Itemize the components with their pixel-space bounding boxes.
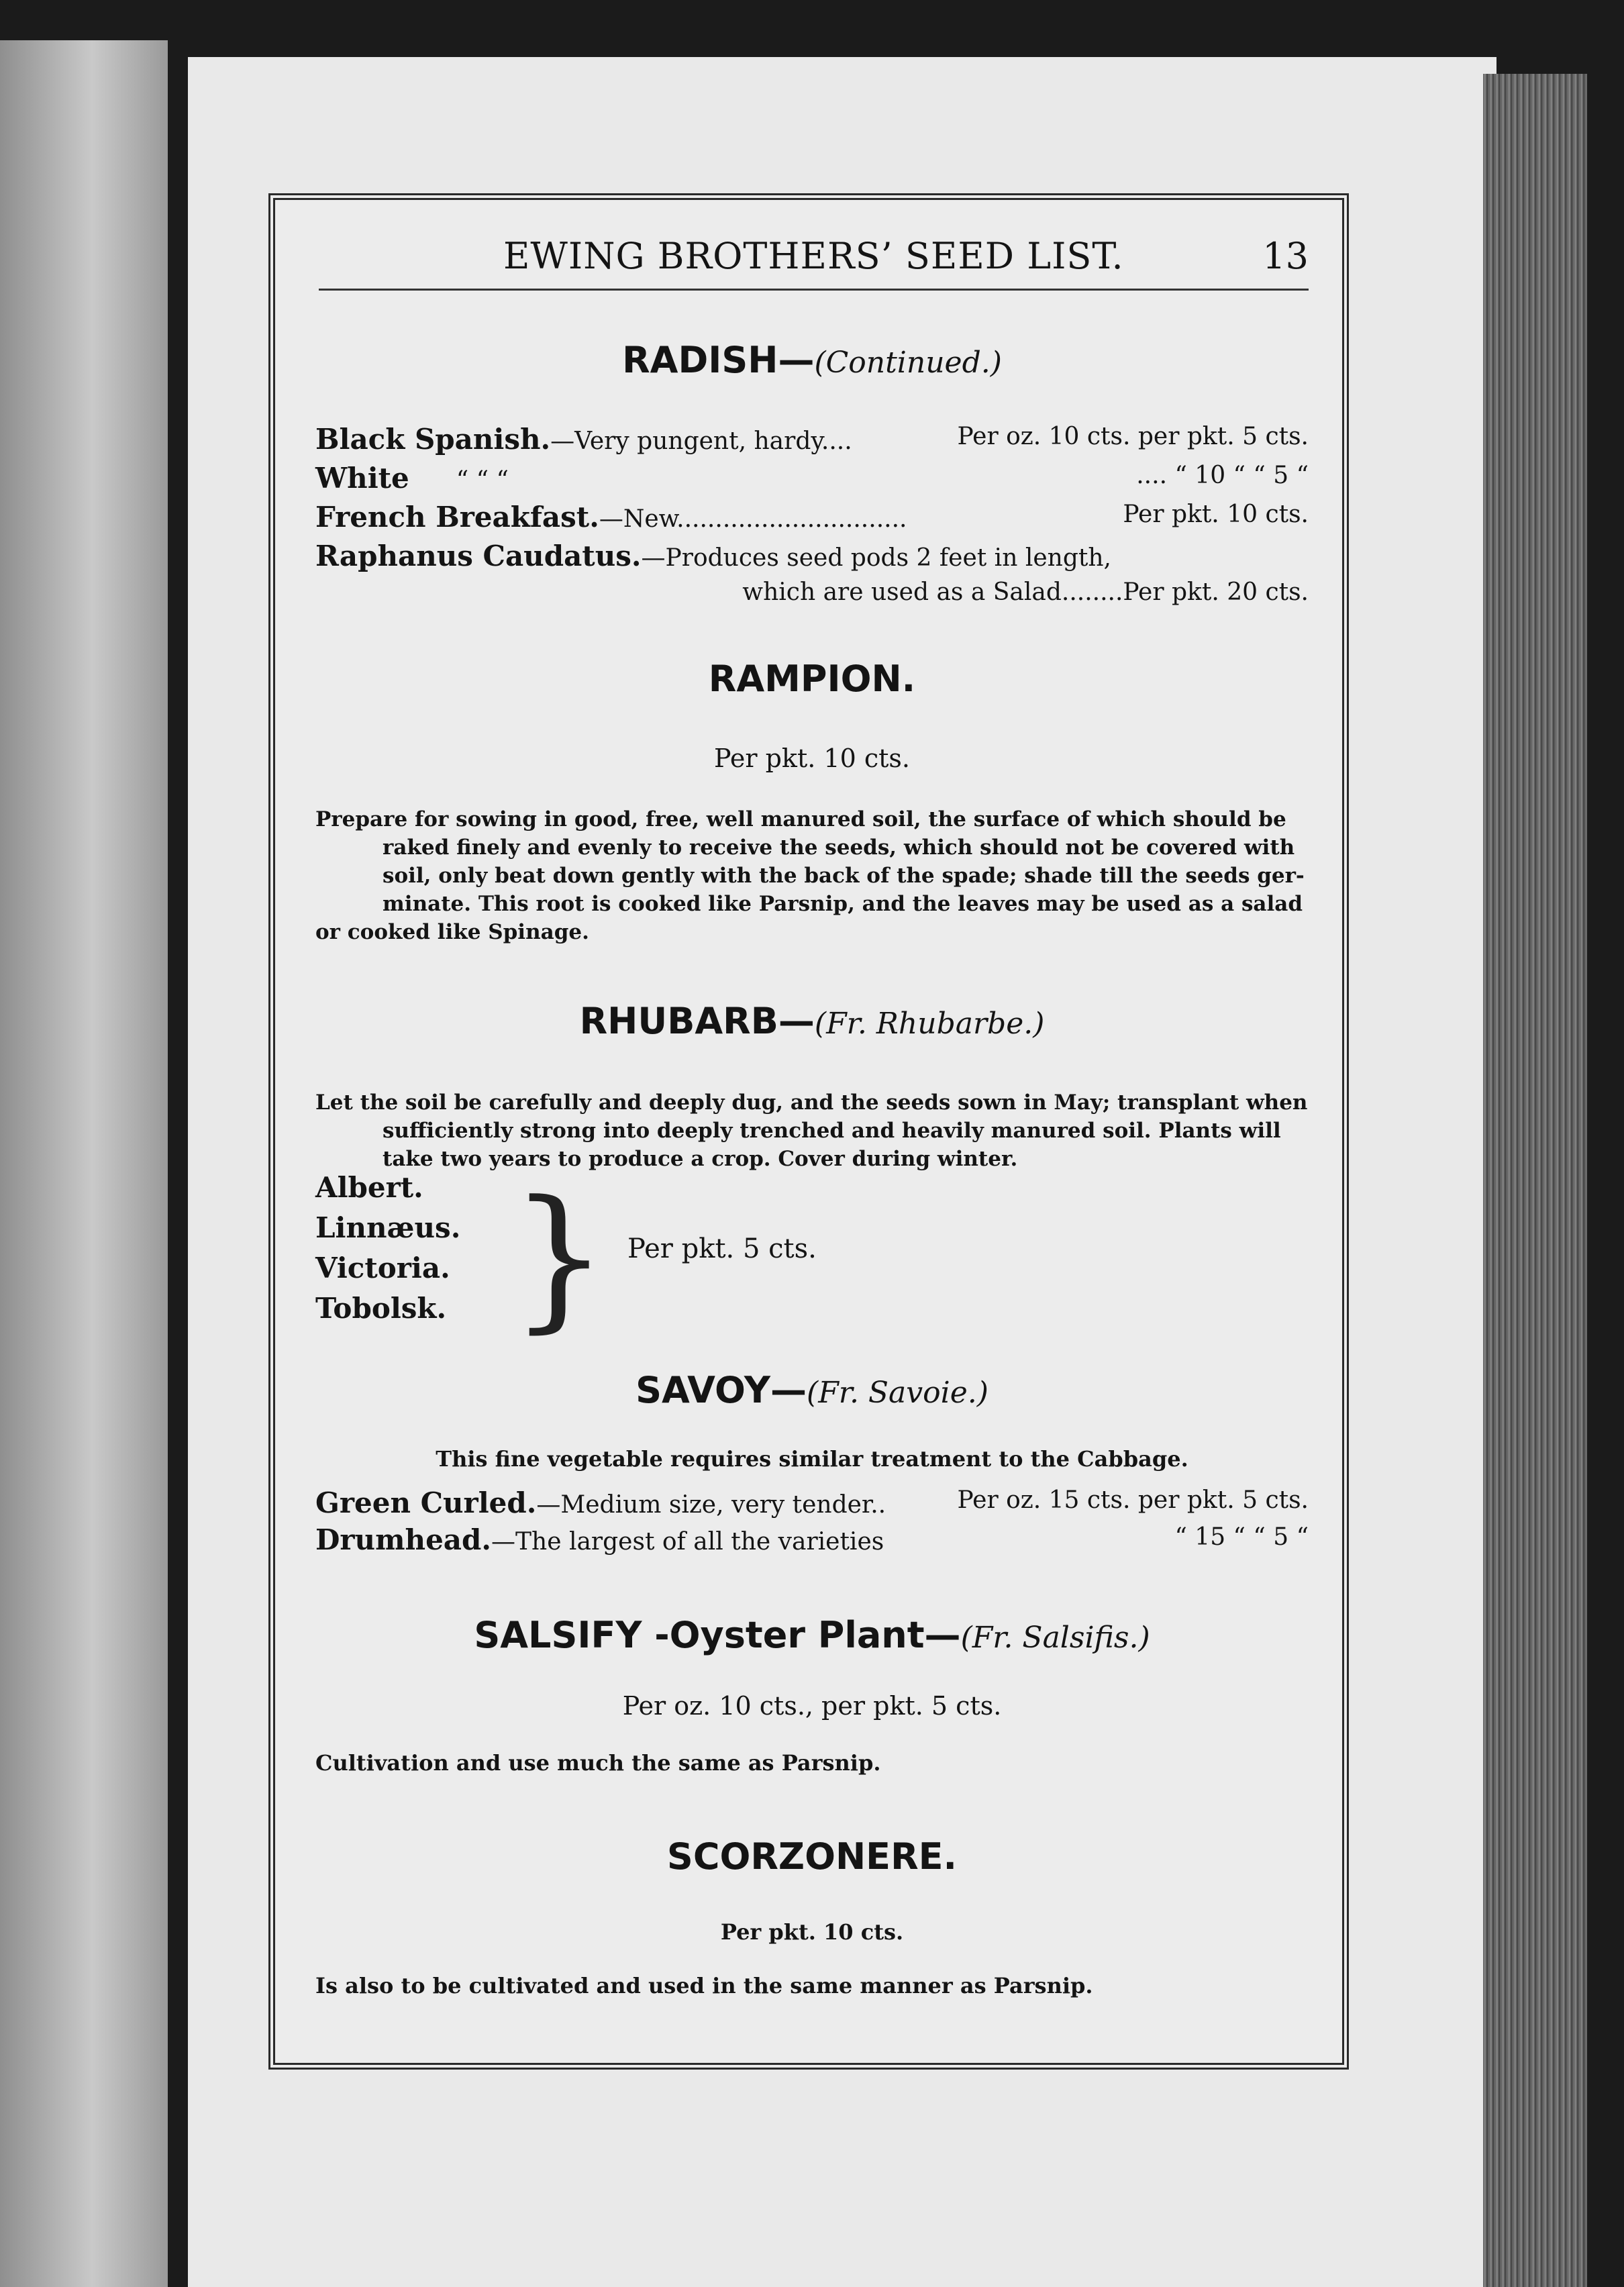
rhubarb-price: Per pkt. 5 cts. <box>627 1233 817 1264</box>
scorzonere-price: Per pkt. 10 cts. <box>720 1919 904 1945</box>
rhubarb-variety: Linnæus. <box>315 1211 461 1244</box>
rhubarb-variety: Albert. <box>315 1171 423 1204</box>
salsify-price: Per oz. 10 cts., per pkt. 5 cts. <box>622 1691 1002 1721</box>
savoy-heading: SAVOY—(Fr. Savoie.) <box>636 1369 988 1411</box>
rampion-description: Prepare for sowing in good, free, well manured soil, the surface of which should be raked finely and evenly to receive the seeds, which should not be covered with soil, only beat down gently with the back of the spade; shade till the seeds ger- minate. This root is cooked like Parsnip, and the leaves may be used as a salad or cooked like Spinage. <box>315 807 1305 944</box>
page-header <box>319 228 1309 291</box>
radish-item: Black Spanish.—Very pungent, hardy.... Per oz. 10 cts. per pkt. 5 cts. <box>315 423 1309 456</box>
radish-item: Raphanus Caudatus.—Produces seed pods 2 feet in length, <box>315 540 1111 572</box>
rhubarb-variety: Victoria. <box>315 1252 450 1284</box>
savoy-note: This fine vegetable requires similar treatment to the Cabbage. <box>436 1446 1188 1472</box>
rhubarb-description: Let the soil be carefully and deeply dug, and the seeds sown in May; transplant when sufficiently strong into deeply trenched and heavily manured soil. Plants will take two years to produce a crop. Cover during winter. <box>315 1090 1308 1171</box>
scorzonere-heading: SCORZONERE. <box>666 1835 958 1878</box>
savoy-item: Green Curled.—Medium size, very tender.. Per oz. 15 cts. per pkt. 5 cts. <box>315 1486 1309 1519</box>
brace-icon: } <box>510 1168 609 1348</box>
salsify-note: Cultivation and use much the same as Parsnip. <box>315 1750 881 1776</box>
radish-heading: RADISH—(Continued.) <box>622 339 1002 381</box>
rampion-heading: RAMPION. <box>708 658 916 700</box>
page-number: 13 <box>1262 235 1309 277</box>
facing-page-edge <box>0 40 168 2287</box>
salsify-heading: SALSIFY -Oyster Plant—(Fr. Salsifis.) <box>474 1614 1150 1656</box>
rhubarb-heading: RHUBARB—(Fr. Rhubarbe.) <box>579 1000 1045 1042</box>
radish-item: French Breakfast.—New.............................. Per pkt. 10 cts. <box>315 501 1309 533</box>
running-title: EWING BROTHERS’ SEED LIST. <box>503 235 1124 277</box>
rhubarb-variety: Tobolsk. <box>315 1292 447 1325</box>
savoy-item: Drumhead.—The largest of all the varieties “ 15 “ “ 5 “ <box>315 1523 1309 1556</box>
rampion-price: Per pkt. 10 cts. <box>714 744 910 773</box>
radish-item: White “ “ “ .... “ 10 “ “ 5 “ <box>315 462 1309 495</box>
page-stack-edge <box>1483 74 1587 2287</box>
scorzonere-note: Is also to be cultivated and used in the same manner as Parsnip. <box>315 1973 1093 1998</box>
